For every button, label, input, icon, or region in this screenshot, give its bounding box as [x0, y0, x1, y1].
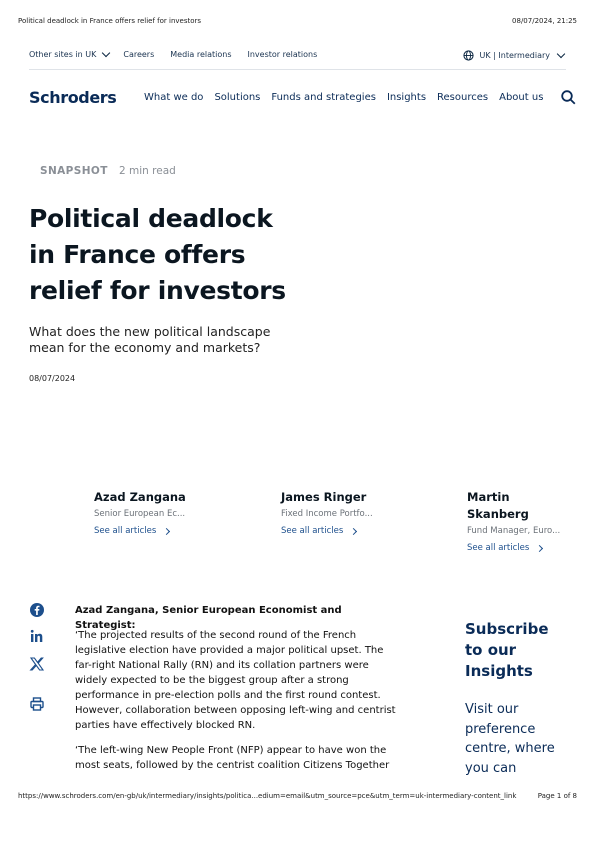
- author-name: Martin Skanberg: [467, 490, 529, 521]
- link-label: See all articles: [467, 543, 530, 553]
- link-label: See all articles: [281, 526, 344, 536]
- globe-icon: [463, 50, 474, 61]
- see-all-articles-link[interactable]: [467, 543, 572, 553]
- print-title: Political deadlock in France offers relief for investors: [18, 17, 202, 25]
- print-icon[interactable]: [29, 696, 45, 712]
- author-card: [94, 489, 214, 536]
- footer-page: Page 1 of 8: [537, 792, 577, 800]
- article-date: 08/07/2024: [29, 374, 76, 383]
- body-heading: Azad Zangana, Senior European Economist and Strategist:: [75, 605, 342, 631]
- subscribe-text: Visit our preference centre, where you can: [465, 702, 555, 776]
- linkedin-icon[interactable]: [29, 628, 45, 644]
- nav-what-we-do[interactable]: What we do: [144, 92, 204, 103]
- chevron-right-icon: [536, 544, 543, 551]
- author-role: Fixed Income Portfo...: [281, 509, 373, 519]
- media-relations-link[interactable]: Media relations: [170, 50, 232, 59]
- subscribe-title: Subscribe to our Insights: [465, 620, 549, 680]
- region-selector[interactable]: [463, 50, 564, 61]
- careers-link[interactable]: Careers: [123, 50, 155, 59]
- author-role: Senior European Ec...: [94, 509, 186, 519]
- search-icon[interactable]: [561, 90, 576, 105]
- see-all-articles-link[interactable]: [281, 526, 401, 536]
- chevron-right-icon: [163, 527, 170, 534]
- main-nav: [144, 92, 554, 103]
- divider: [29, 69, 566, 70]
- facebook-icon[interactable]: [29, 602, 45, 618]
- page-title: Political deadlock in France offers relief for investors: [29, 204, 286, 305]
- chevron-right-icon: [350, 527, 357, 534]
- link-label: See all articles: [94, 526, 157, 536]
- nav-funds[interactable]: Funds and strategies: [271, 92, 376, 103]
- author-name: James Ringer: [281, 490, 367, 504]
- footer-url: https://www.schroders.com/en-gb/uk/intermediary/insights/politica...edium=email&utm_source=pce&utm_term=uk-intermediary-content_link: [18, 792, 517, 800]
- read-time: 2 min read: [119, 165, 176, 177]
- see-all-articles-link[interactable]: [94, 526, 214, 536]
- nav-resources[interactable]: Resources: [437, 92, 489, 103]
- schroders-logo[interactable]: Schroders: [29, 88, 117, 107]
- region-label: UK | Intermediary: [479, 51, 550, 60]
- nav-solutions[interactable]: Solutions: [214, 92, 261, 103]
- print-datetime: 08/07/2024, 21:25: [512, 17, 577, 25]
- chevron-down-icon: [557, 49, 565, 57]
- top-nav: [29, 50, 333, 59]
- article-tag: SNAPSHOT: [40, 165, 108, 177]
- other-sites-link[interactable]: Other sites in UK: [29, 50, 97, 59]
- article-subtitle: What does the new political landscape mean for the economy and markets?: [29, 324, 271, 355]
- author-card: [467, 489, 572, 553]
- body-paragraph: ‘The left-wing New People Front (NFP) appear to have won the most seats, followed by the centrist coalition Citizens Together: [75, 745, 390, 771]
- chevron-down-icon[interactable]: [102, 48, 110, 56]
- author-name: Azad Zangana: [94, 490, 186, 504]
- author-role: Fund Manager, Euro...: [467, 526, 561, 536]
- author-card: [281, 489, 401, 536]
- body-paragraph: ‘The projected results of the second round of the French legislative election have provided a major political upset. The far-right National Rally (RN) and its collation partners were widely expected to be the biggest group after a strong performance in pre-election polls and the first round contest. However, collaboration between opposing left-wing and centrist parties have effectively blocked RN.: [75, 630, 396, 731]
- x-twitter-icon[interactable]: [29, 656, 45, 672]
- nav-about[interactable]: About us: [499, 92, 544, 103]
- nav-insights[interactable]: Insights: [386, 92, 427, 103]
- investor-relations-link[interactable]: Investor relations: [247, 50, 318, 59]
